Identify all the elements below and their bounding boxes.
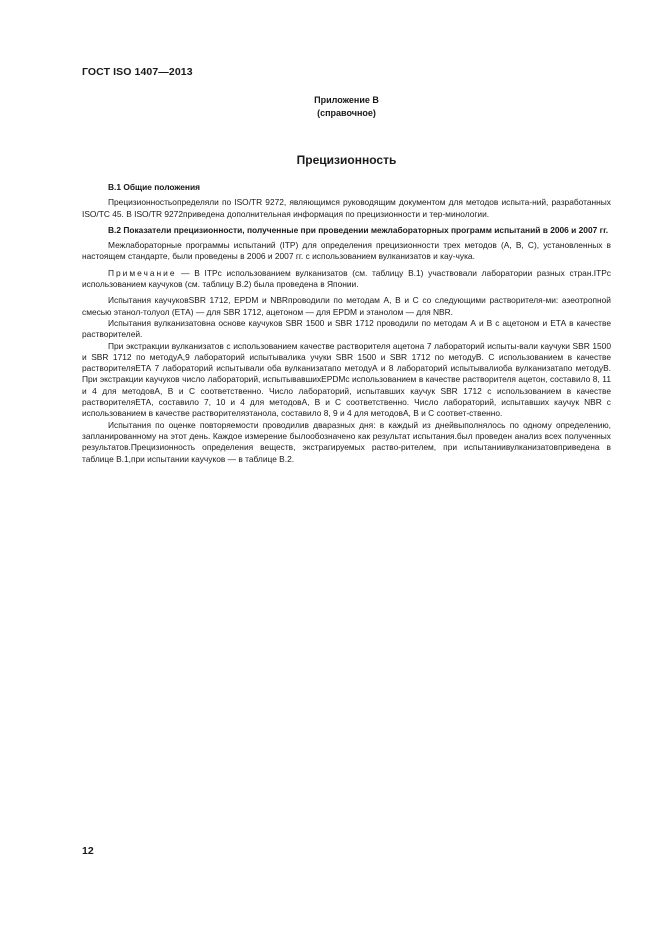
document-body [82,182,611,465]
document-code-header: ГОСТ ISO 1407—2013 [82,66,193,78]
section-b2-paragraph-4: При экстракции вулканизатов с использованием качестве растворителя ацетона 7 лабораторий испыты-вали каучуки SBR 1500 и SBR 1712 по методуА,9 лабораторий испытывалика учуки SBR 1500 и SBR 1712 по методуВ. С использованием в качестве растворителяЕТА 7 лабораторий испытывали оба вулканизатапо методуА и 8 лабораторий испытывалиоба вулканизатапо методуВ. При экстракции каучуков число лабораторий, испытывавшихEPDMс использованием в качестве растворителя ацетон, составило 8, 11 и 4 для методовА, В и С соответственно. Число лабораторий, испытавших каучук SBR 1712 с использованием в качестве растворителяЕТА, составило 7, 10 и 4 для методовА, В и С соответственно. Число лабораторий, испытавших каучук NBR с использованием в качестве растворителяэтанола, составило 8, 9 и 4 для методовА, В и С соответ-ственно. [82,340,611,419]
section-b2-paragraph-5: Испытания по оценке повторяемости проводилив дваразных дня: в каждый из днейвыполнялось по одному определению, запланированному на этот день. Каждое измерение былообозначено как результат испытания.был проведен анализ всех полученных результатов.Прецизионность определения веществ, экстрагируемых раство-рителем, при испытаниивулканизатовприведена в таблице В.1,при испытании каучуков — в таблице В.2. [82,419,611,464]
page-number: 12 [82,845,94,857]
section-b2-paragraph-1: Межлабораторные программы испытаний (ITP) для определения прецизионности трех методов (А, В, С), установленных в настоящем стандарте, были проведены в 2006 и 2007 гг. с использованием вулканизатов и кау-чука. [82,240,611,262]
section-b2-heading: В.2 Показатели прецизионности, полученные при проведении межлабораторных программ испытаний в 2006 и 2007 гг. [108,224,609,235]
appendix-type: (справочное) [317,108,376,118]
section-b1-heading: В.1 Общие положения [108,182,201,192]
note-text: — В ITPс использованием вулканизатов (см. таблицу В.1) участвовали лаборатории разных стран.ITPс использованием каучуков (см. таблицу В.2) была проведена в Японии. [82,267,611,290]
page-title: Прецизионность [296,153,397,167]
section-b1-paragraph: Прецизионностьопределяли по ISO/TR 9272, являющимся руководящим документом для методов испыта-ний, разработанных ISO/TC 45. В ISO/TR 9272приведена дополнительная информация по прецизионности и тер-минологии. [82,197,611,219]
appendix-label: Приложение В [314,95,379,105]
appendix-heading [82,94,611,120]
note-paragraph [82,268,611,291]
section-b2-paragraph-3: Испытания вулканизатовна основе каучуков SBR 1500 и SBR 1712 проводили по методам А и В с ацетоном и ЕТА в качестве растворителей. [82,317,611,340]
note-label: Примечание [108,267,177,278]
section-b2-paragraph-2: Испытания каучуковSBR 1712, EPDM и NBRпроводили по методам А, В и С со следующими растворителя-ми: азеотропной смесью этанол-толуол (ЕТА) — для SBR 1712, ацетоном — для EPDM и этанолом — для NBR. [82,295,611,317]
